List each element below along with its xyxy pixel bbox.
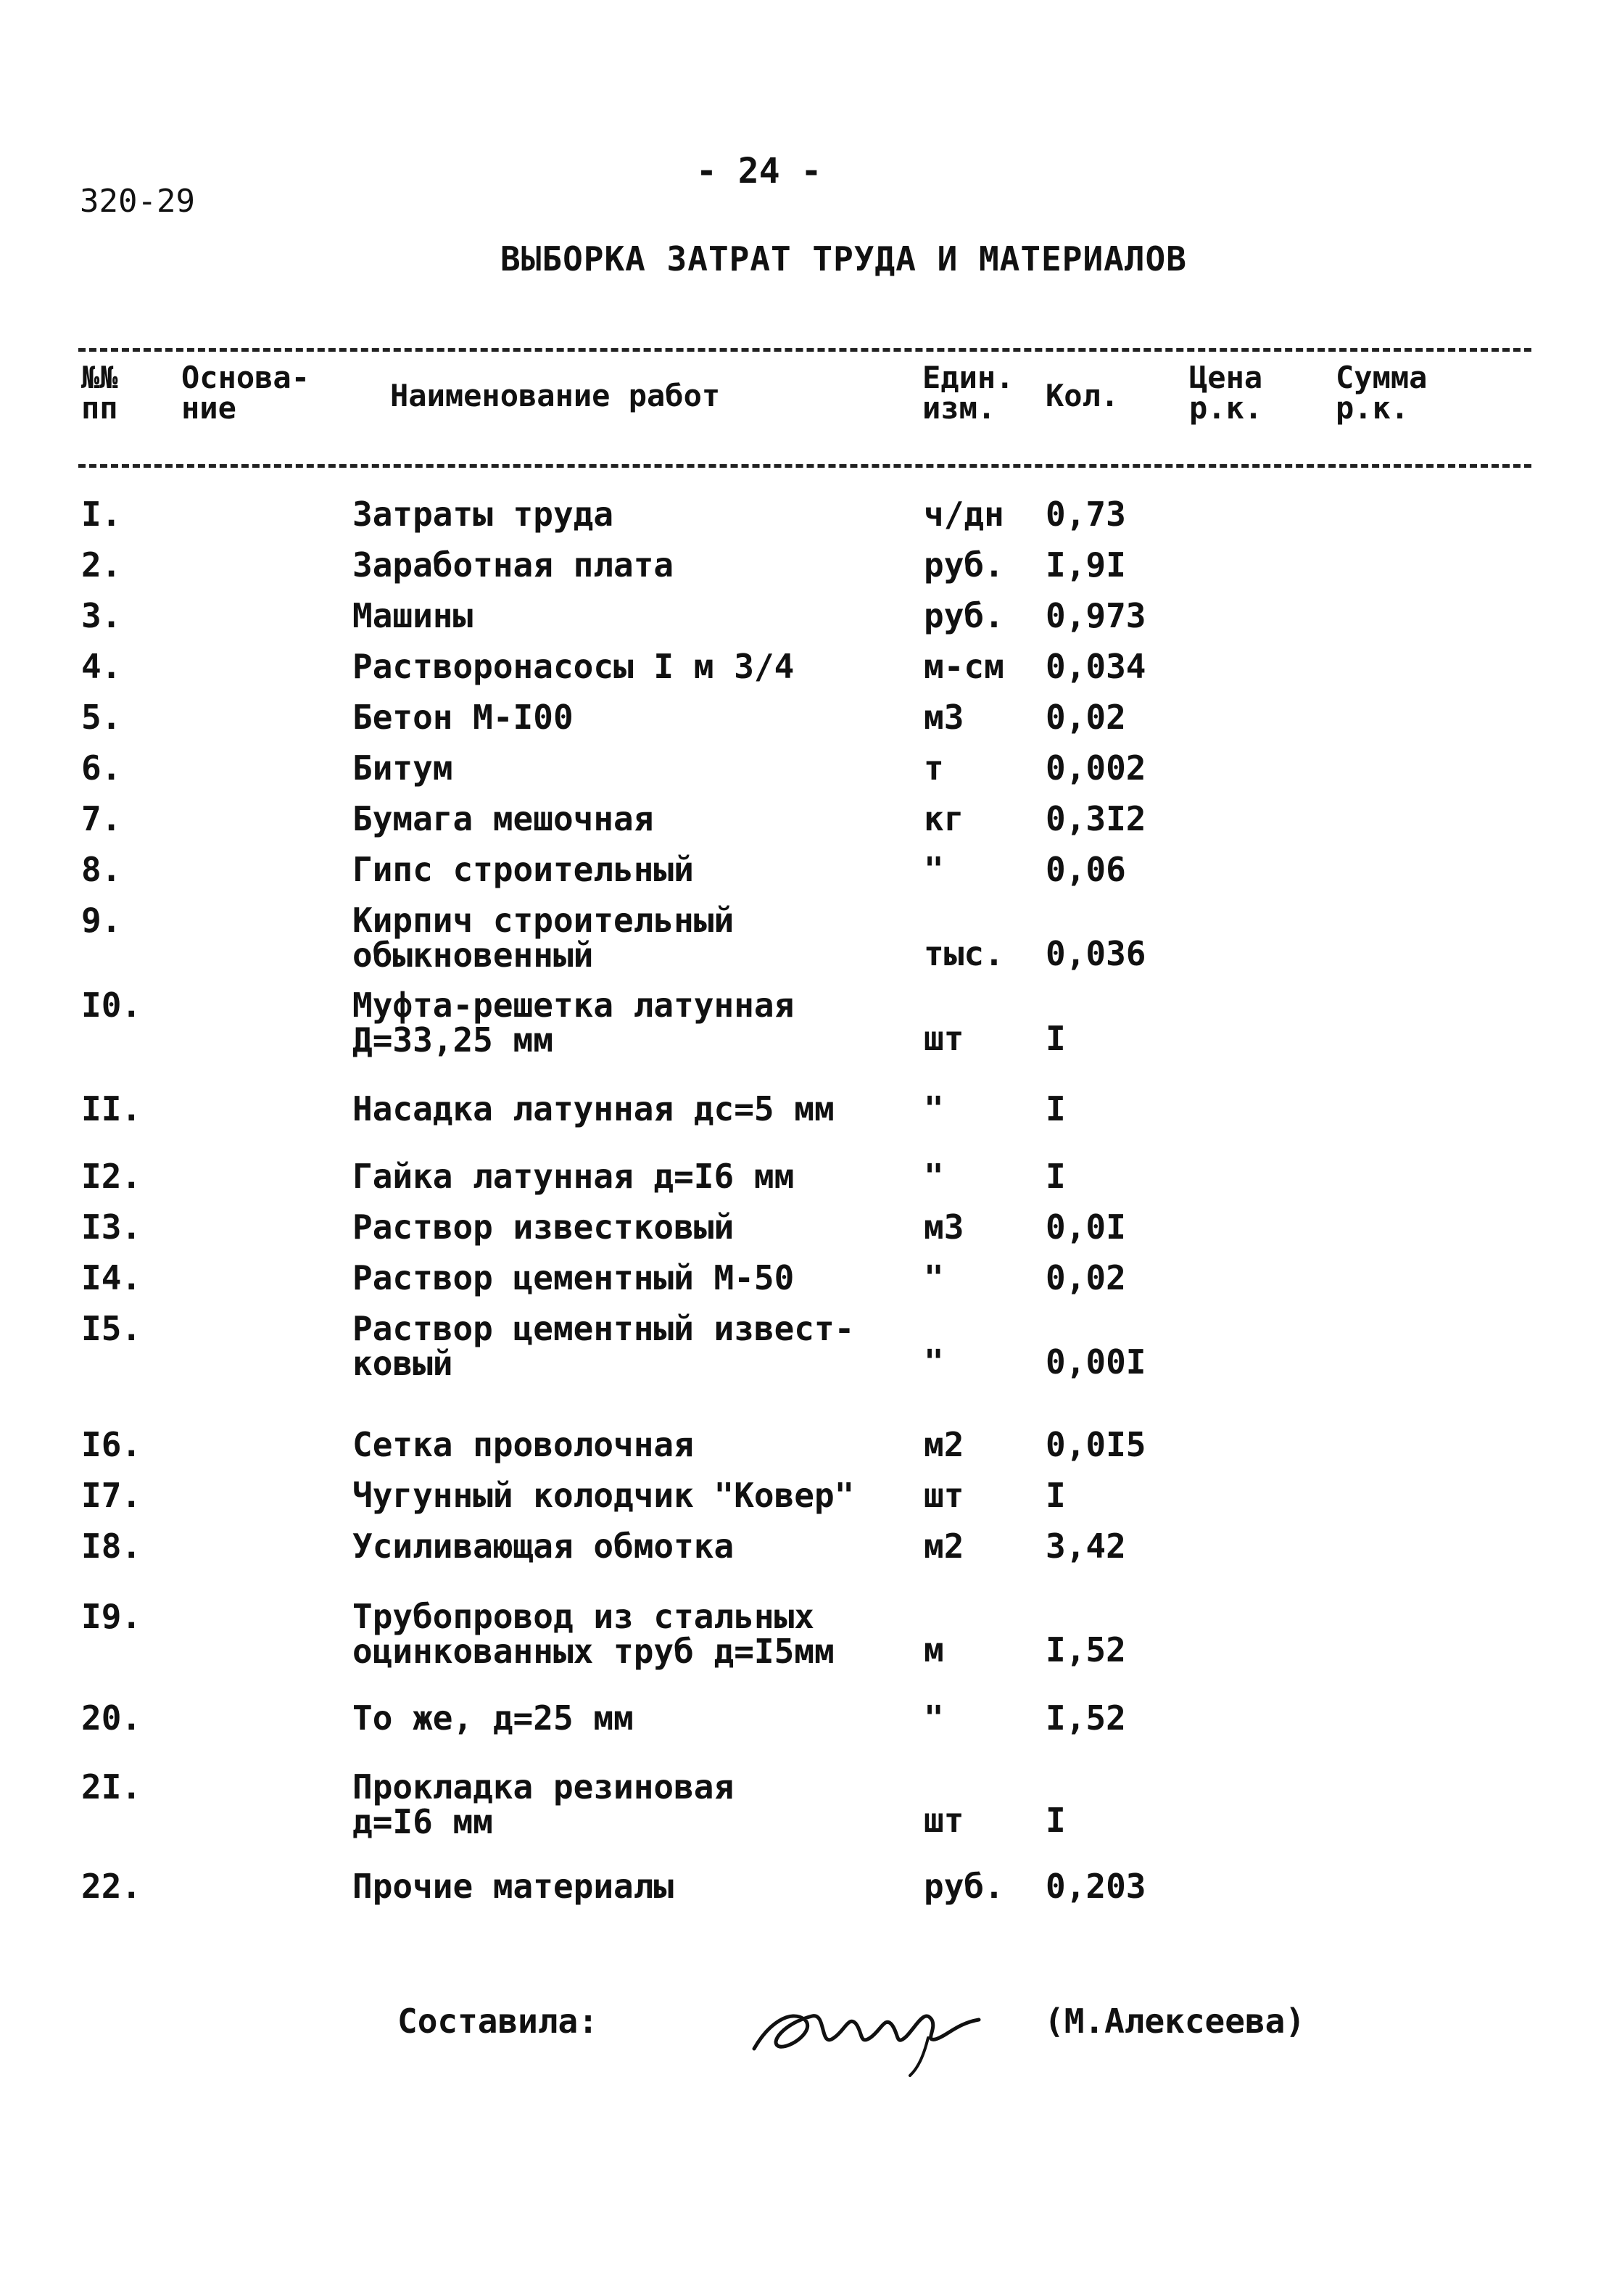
table-header-rule [78,464,1531,468]
row-quantity: 0,0I5 [1046,1425,1146,1464]
header-sum [1336,360,1428,426]
row-name: Усиливающая обмотка [352,1527,735,1566]
header-unit [922,360,1014,426]
row-number: I8. [81,1527,142,1566]
row-unit: шт [924,1801,964,1840]
row-number: 7. [81,799,122,838]
page-number: - 24 - [696,151,822,191]
row-number: I6. [81,1425,142,1464]
row-unit: тыс. [924,934,1004,973]
row-name: Муфта-решетка латунная Д=33,25 мм [352,986,795,1060]
row-quantity: 0,02 [1046,1258,1126,1297]
row-name: Кирпич строительный обыкновенный [352,901,735,975]
row-name: Машины [352,596,473,635]
row-quantity: 0,00I [1046,1342,1146,1382]
row-unit: " [924,1258,944,1297]
row-name: Растворонасосы I м 3/4 [352,647,795,686]
document-title: ВЫБОРКА ЗАТРАТ ТРУДА И МАТЕРИАЛОВ [500,239,1187,278]
header-number [81,360,118,426]
row-number: 5. [81,698,122,737]
row-number: 20. [81,1698,142,1738]
row-number: I0. [81,986,142,1025]
row-name: То же, д=25 мм [352,1698,634,1738]
row-number: 3. [81,596,122,635]
row-name: Чугунный колодчик "Ковер" [352,1476,855,1515]
row-unit: шт [924,1476,964,1515]
row-name: Бетон М-I00 [352,698,574,737]
signature [747,1980,986,2081]
row-name: Раствор цементный М-50 [352,1258,795,1297]
row-number: 2I. [81,1767,142,1806]
row-unit: " [924,1089,944,1128]
row-unit: шт [924,1019,964,1058]
row-number: I5. [81,1309,142,1348]
row-name: Гайка латунная д=I6 мм [352,1157,795,1196]
row-quantity: 0,973 [1046,596,1146,635]
row-quantity: 0,73 [1046,495,1126,534]
row-name: Прокладка резиновая д=I6 мм [352,1767,735,1841]
signer-name: (М.Алексеева) [1044,2002,1306,2041]
row-quantity: I,52 [1046,1698,1126,1738]
header-sum-line2: р.к. [1336,390,1410,426]
table-top-rule [78,348,1531,352]
row-number: I. [81,495,122,534]
row-number: 4. [81,647,122,686]
row-name: Раствор цементный извест- ковый [352,1309,855,1383]
header-name: Наименование работ [390,378,721,413]
row-number: II. [81,1089,142,1128]
row-quantity: I [1046,1089,1066,1128]
row-quantity: 0,3I2 [1046,799,1146,838]
row-quantity: I [1046,1476,1066,1515]
row-quantity: 0,036 [1046,934,1146,973]
row-unit: " [924,1157,944,1196]
header-basis-line2: ние [181,390,236,426]
row-number: 6. [81,748,122,788]
row-number: I3. [81,1207,142,1247]
document-code: 320-29 [80,183,195,220]
row-quantity: 0,002 [1046,748,1146,788]
row-name: Бумага мешочная [352,799,654,838]
row-quantity: 0,02 [1046,698,1126,737]
row-unit: м [924,1630,944,1669]
row-unit: руб. [924,596,1004,635]
row-unit: м2 [924,1527,964,1566]
header-number-line1: №№ [81,360,118,395]
row-name: Затраты труда [352,495,614,534]
row-number: 9. [81,901,122,940]
row-unit: м2 [924,1425,964,1464]
row-quantity: 0,034 [1046,647,1146,686]
row-unit: ч/дн [924,495,1004,534]
row-quantity: 0,0I [1046,1207,1126,1247]
row-unit: кг [924,799,964,838]
row-name: Насадка латунная дс=5 мм [352,1089,835,1128]
row-quantity: I,52 [1046,1630,1126,1669]
header-number-line2: пп [81,390,118,426]
header-basis-line1: Основа- [181,360,310,395]
row-name: Сетка проволочная [352,1425,694,1464]
header-price-line1: Цена [1189,360,1263,395]
row-number: I9. [81,1597,142,1636]
row-number: I7. [81,1476,142,1515]
header-price-line2: р.к. [1189,390,1263,426]
row-quantity: 0,203 [1046,1867,1146,1906]
row-number: I2. [81,1157,142,1196]
row-name: Раствор известковый [352,1207,735,1247]
header-unit-line1: Един. [922,360,1014,395]
row-quantity: I [1046,1801,1066,1840]
row-number: I4. [81,1258,142,1297]
row-number: 2. [81,545,122,585]
row-unit: м-см [924,647,1004,686]
header-quantity: Кол. [1046,378,1120,413]
row-name: Гипс строительный [352,850,694,889]
row-quantity: 3,42 [1046,1527,1126,1566]
header-price [1189,360,1263,426]
row-quantity: I [1046,1157,1066,1196]
header-basis [181,360,310,426]
row-name: Прочие материалы [352,1867,674,1906]
row-unit: т [924,748,944,788]
row-number: 22. [81,1867,142,1906]
row-name: Битум [352,748,453,788]
row-quantity: I [1046,1019,1066,1058]
row-unit: м3 [924,1207,964,1247]
row-quantity: 0,06 [1046,850,1126,889]
row-unit: руб. [924,545,1004,585]
row-unit: " [924,1698,944,1738]
row-name: Трубопровод из стальных оцинкованных труб д=I5мм [352,1597,835,1671]
row-unit: " [924,850,944,889]
row-quantity: I,9I [1046,545,1126,585]
row-name: Заработная плата [352,545,674,585]
compiled-by-label: Составила: [397,2002,598,2041]
row-unit: " [924,1342,944,1382]
header-sum-line1: Сумма [1336,360,1428,395]
row-number: 8. [81,850,122,889]
row-unit: м3 [924,698,964,737]
row-unit: руб. [924,1867,1004,1906]
header-unit-line2: изм. [922,390,996,426]
